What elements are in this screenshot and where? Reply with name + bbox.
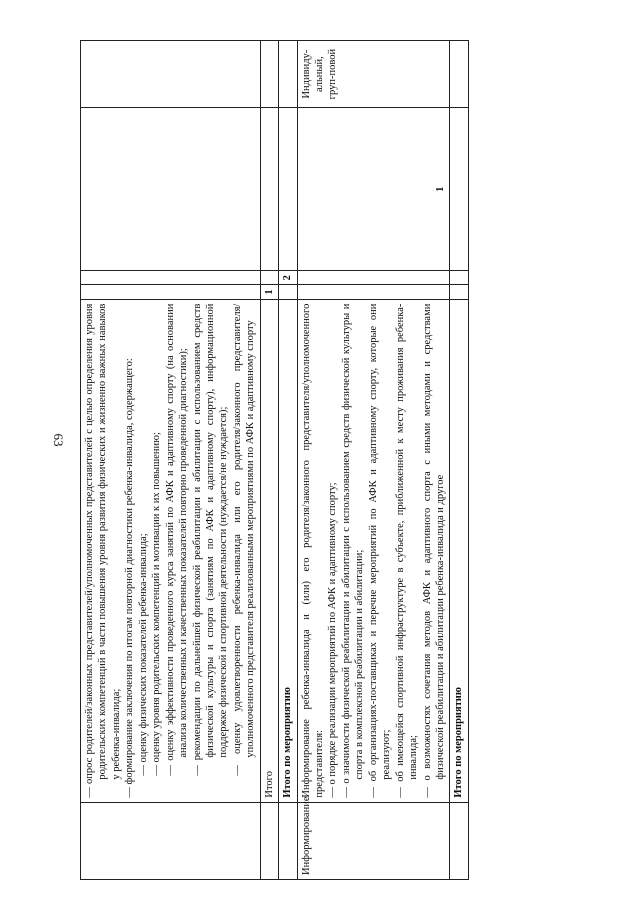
rotated-page: [80, 40, 465, 880]
list-item: — о возможностях сочетания методов АФК и адаптивного спорта с иными методами и средствами физической реабилитации и абилитации ребенка-инвалида и другое: [421, 303, 446, 798]
itogo-row: [260, 41, 278, 880]
itogo-label: Итого: [260, 299, 278, 802]
intro-text: Информирование ребенка-инвалида и (или) его родителя/законного представителя/уполномоченного представителя:: [300, 303, 325, 798]
list-item: — оценку удовлетворенности ребенка-инвалида или его родителя/законного представителя/уполномоченного представителя реализованными мероприятиями по АФК и адаптивному спорту: [231, 303, 257, 776]
total-row: [279, 41, 297, 880]
itogo-value: 1: [260, 285, 278, 299]
section-name-cell: Информирование: [297, 802, 450, 879]
list-item: — оценку эффективности проведенного курса занятий по АФК и адаптивному спорту (на основании анализа количественных и качественных показателей повторно проведенной диагностики);: [164, 303, 190, 776]
table-row: [81, 41, 261, 880]
content-cell: [297, 299, 450, 802]
total-label: Итого по мероприятию: [450, 299, 468, 802]
section-name-cell: [81, 802, 261, 879]
count-value: 1: [297, 108, 450, 271]
list-item: — формирование заключения по итогам повторной диагностики ребенка-инвалида, содержащего:: [124, 358, 136, 798]
list-item: — опрос родителей/законных представителей/уполномоченных представителей с целью определения уровня родительских компетенций в части повышения уровня развития физических и жизненно важных навыков у ребенка-инвалида;: [84, 303, 122, 798]
form-cell: Индивиду-альный, груп-повой: [297, 41, 450, 108]
list-item: — об имеющейся спортивной инфраструктуре в субъекте, приближенной к месту проживания ребенка-инвалида;: [394, 303, 420, 798]
total-row: [450, 41, 468, 880]
list-item: — оценку уровня родительских компетенций и мотивации к их повышению;: [151, 432, 163, 776]
list-item: — оценку физических показателей ребенка-инвалида;: [137, 533, 149, 776]
total-value: 2: [279, 271, 297, 285]
total-label: Итого по мероприятию: [279, 299, 297, 802]
list-item: — рекомендации по дальнейшей физической реабилитации и абилитации с использованием средств физической культуры и спорта (занятиям по АФК и адаптивному спорту), информационной поддержке физической и спортивной деятельности (нуждается/не нуждается);: [191, 303, 230, 776]
page-number: 63: [51, 433, 66, 447]
content-cell: [81, 299, 261, 802]
measures-table: [80, 40, 469, 880]
list-item: — о значимости физической реабилитации и абилитации с использованием средств физической культуры и спорта в комплексной реабилитации и абилитации;: [340, 303, 366, 798]
table-row: [297, 41, 450, 880]
list-item: — о порядке реализации мероприятий по АФК и адаптивному спорту;: [327, 482, 339, 798]
list-item: — об организациях-поставщиках и перечне мероприятий по АФК и адаптивному спорту, которые они реализуют;: [367, 303, 393, 798]
table-container: [80, 40, 465, 880]
